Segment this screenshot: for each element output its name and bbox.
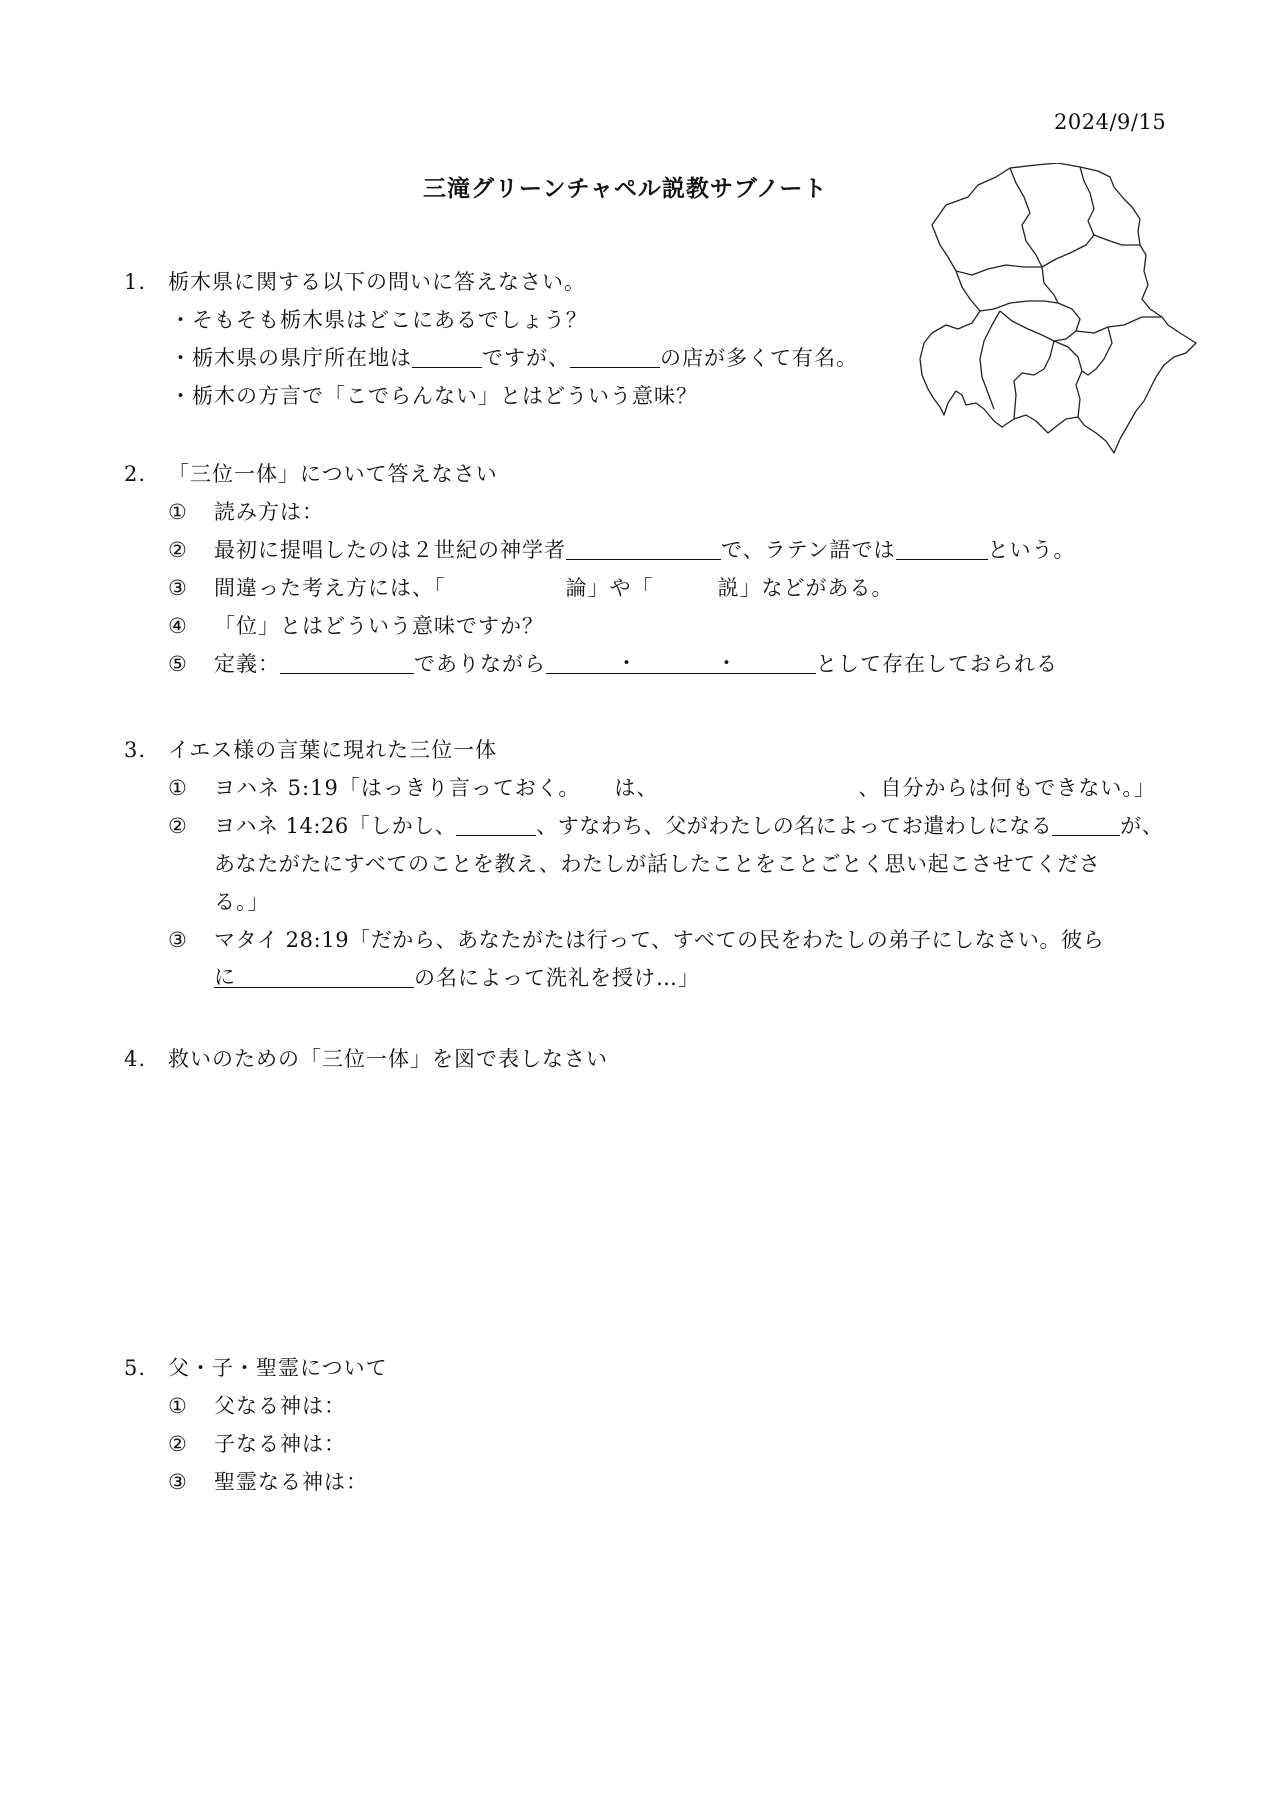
sub-question: 子なる神は： — [214, 1432, 346, 1456]
sub-question: ・栃木の方言で「こでらんない」とはどういう意味？ — [170, 384, 698, 408]
sub-question-continuation: に の名によって洗礼を授け…」 — [214, 965, 700, 990]
answer-blank[interactable] — [896, 537, 988, 560]
item-marker: ② — [168, 814, 188, 838]
page-title: 三滝グリーンチャペル説教サブノート — [423, 175, 828, 202]
sub-question: マタイ 28:19「だから、あなたがたは行って、すべての民をわたしの弟子にしなさい。彼ら — [214, 928, 1105, 952]
sub-question: 間違った考え方には、「 論」や「 説」などがある。 — [214, 576, 894, 600]
sub-question: ・そもそも栃木県はどこにあるでしょう？ — [170, 308, 588, 332]
answer-blank[interactable] — [570, 345, 660, 368]
question-heading: イエス様の言葉に現れた三位一体 — [168, 738, 498, 762]
item-marker: ① — [168, 500, 188, 524]
sub-question: ヨハネ 5:19「はっきり言っておく。 は、 、自分からは何もできない。」 — [214, 776, 1156, 800]
sub-question: 「位」とはどういう意味ですか？ — [214, 614, 544, 638]
sub-question: 読み方は： — [214, 500, 324, 524]
answer-blank[interactable] — [1052, 813, 1120, 836]
item-marker: ① — [168, 776, 188, 800]
question-number: 4. — [124, 1047, 147, 1071]
answer-blank[interactable] — [566, 537, 721, 560]
item-marker: ③ — [168, 576, 188, 600]
item-marker: ② — [168, 1432, 188, 1456]
map-border — [980, 311, 1000, 409]
question-heading: 父・子・聖霊について — [168, 1356, 388, 1380]
item-marker: ① — [168, 1394, 188, 1418]
answer-blank[interactable] — [456, 813, 536, 836]
item-marker: ③ — [168, 928, 188, 952]
item-marker: ④ — [168, 614, 188, 638]
drawing-area[interactable] — [168, 1085, 1068, 1335]
question-number: 2. — [124, 462, 147, 486]
map-border — [956, 265, 1042, 275]
answer-blank[interactable]: ・ ・ — [546, 651, 816, 674]
map-border — [1054, 341, 1082, 417]
sub-question: 最初に提唱したのは２世紀の神学者 で、ラテン語では という。 — [214, 538, 1076, 562]
item-marker: ② — [168, 538, 188, 562]
sub-question: 父なる神は： — [214, 1394, 346, 1418]
sub-question: ヨハネ 14:26「しかし、 、すなわち、父がわたしの名によってお遣わしになる が、 — [214, 814, 1164, 838]
date: 2024/9/15 — [1054, 110, 1167, 134]
item-marker: ③ — [168, 1470, 188, 1494]
map-border — [1082, 327, 1112, 375]
question-heading: 「三位一体」について答えなさい — [168, 462, 498, 486]
question-heading: 救いのための「三位一体」を図で表しなさい — [168, 1047, 608, 1071]
answer-blank[interactable] — [280, 651, 414, 674]
answer-blank[interactable]: に — [214, 965, 414, 988]
map-border — [1014, 341, 1054, 419]
map-border — [1010, 168, 1042, 267]
map-border — [1076, 317, 1162, 333]
map-border — [980, 301, 1058, 311]
sub-question: 定義： でありながら ・ ・ として存在しておられる — [214, 651, 1058, 676]
answer-blank[interactable] — [412, 345, 482, 368]
question-number: 1. — [124, 270, 147, 294]
question-heading: 栃木県に関する以下の問いに答えなさい。 — [168, 270, 586, 294]
question-number: 3. — [124, 738, 147, 762]
question-number: 5. — [124, 1356, 147, 1380]
map-outline — [920, 163, 1196, 453]
tochigi-map-image — [918, 163, 1208, 463]
map-border — [1000, 311, 1076, 341]
map-border — [1042, 167, 1094, 267]
sub-question: 聖霊なる神は： — [214, 1470, 368, 1494]
sub-question-continuation: あなたがたにすべてのことを教え、わたしが話したことをことごとく思い起こさせてくださ — [214, 852, 1101, 876]
map-border — [1042, 267, 1080, 331]
item-marker: ⑤ — [168, 652, 188, 676]
sub-question: ・栃木県の県庁所在地は ですが、 の店が多くて有名。 — [170, 346, 858, 370]
sub-question-continuation: る。」 — [214, 890, 270, 914]
map-border — [1094, 235, 1140, 245]
